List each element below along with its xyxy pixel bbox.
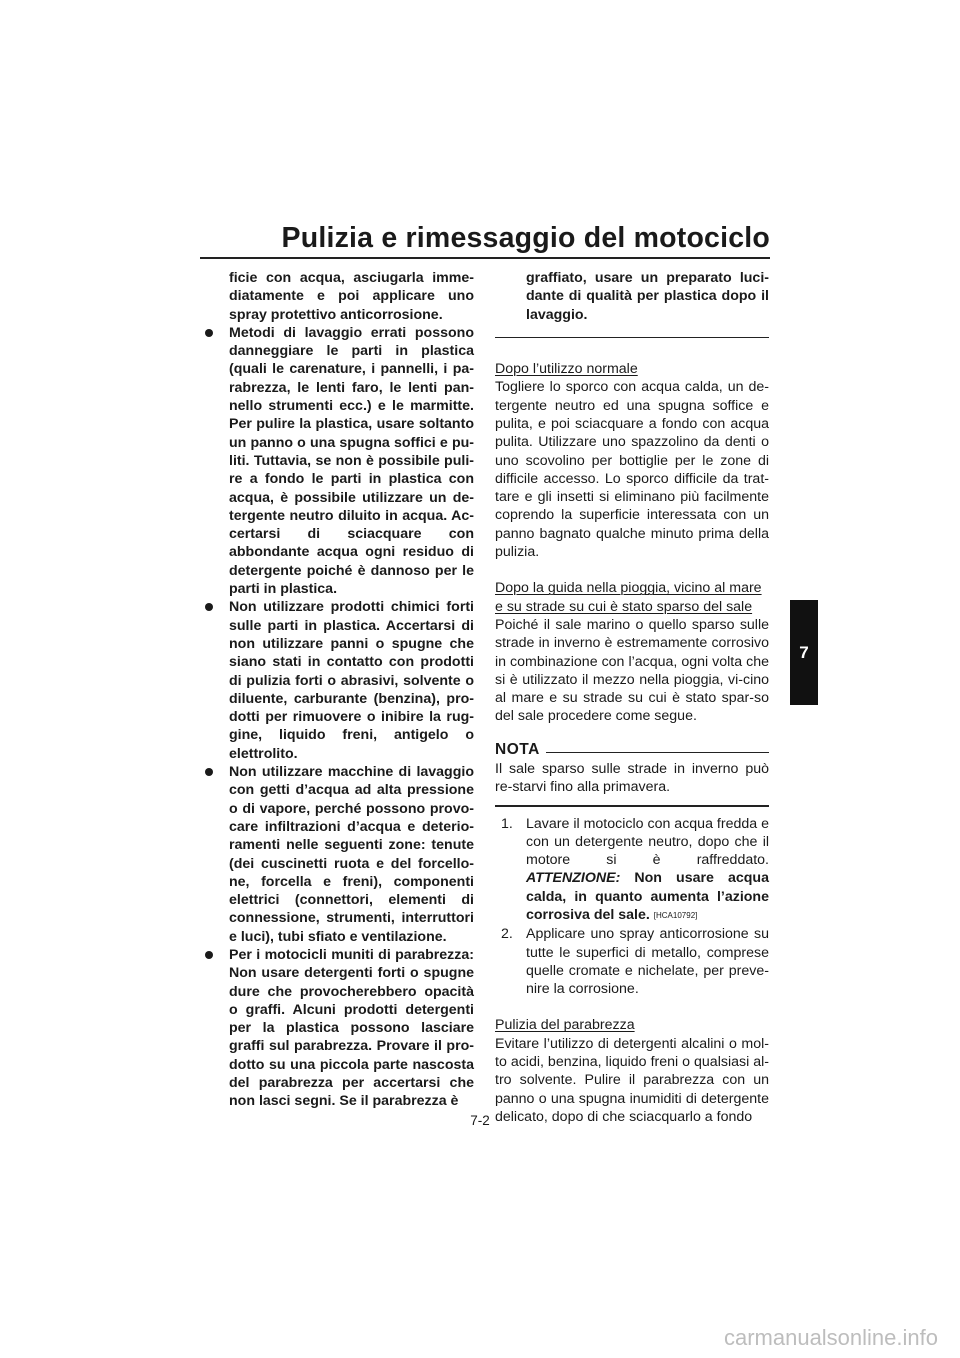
- header-rule: [200, 257, 770, 259]
- step-text: Lavare il motociclo con acqua fredda e con un detergente neutro, dopo che il motore si è raffreddato.: [526, 815, 769, 869]
- step-number: 1.: [501, 815, 513, 832]
- warning-bullet: Metodi di lavaggio errati possono danneggiare le parti in plastica (quali le carenature, i pannelli, i pa-rabrezza, le lenti faro, le lenti pan-nello strumenti ecc.) e le marmitte. Per pulire la plastica, usare soltanto un panno o una spugna soffici e pu-liti. Tuttavia, se non è possibile puli-re a fondo le parti in plastica con acqua, è possibile utilizzare un de-tergente neutro diluito in acqua. Ac-certarsi di sciacquare con abbondante acqua ogni residuo di detergente poiché è dannoso per le parti in plastica.: [198, 324, 474, 598]
- page-title: Pulizia e rimessaggio del motociclo: [281, 222, 770, 254]
- caution-label: ATTENZIONE:: [526, 870, 621, 887]
- section-body-normal-use: Togliere lo sporco con acqua calda, un de-tergente neutro ed una spugna soffice e pulita, e poi sciacquare a fondo con acqua pulita. Utilizzare uno spazzolino da denti o uno scovolino per bottiglie per le zone di difficile accesso. Lo sporco difficile da trat-tare e gli insetti si eliminano più facilmente coprendo la superficie interessata con un panno bagnato qualche minuto prima della pulizia.: [495, 379, 769, 561]
- step-list: [495, 815, 769, 999]
- spacer: [495, 561, 769, 579]
- note-label: NOTA: [495, 740, 540, 758]
- section-heading-windshield: Pulizia del parabrezza: [495, 1017, 635, 1034]
- section-heading-normal-use: Dopo l’utilizzo normale: [495, 361, 638, 378]
- chapter-tab: 7: [790, 600, 818, 705]
- warning-continuation: ficie con acqua, asciugarla imme-diatamente e poi applicare uno spray protettivo anticorrosione.: [229, 270, 474, 323]
- step-item: [495, 815, 769, 926]
- note-header-rule: [546, 752, 769, 753]
- section-heading-rain-salt: Dopo la guida nella pioggia, vicino al mare e su strade su cui è stato sparso del sale: [495, 580, 762, 615]
- warning-bullet-list: [198, 324, 474, 1111]
- bullet-dot-icon: [205, 768, 213, 776]
- warning-bullet: Per i motocicli muniti di parabrezza: Non usare detergenti forti o spugne dure che provocherebbero opacità o graffi. Alcuni prodotti detergenti per la plastica possono lasciare graffi sul parabrezza. Provare il pro-dotto su una piccola parte nascosta del parabrezza per accertarsi che non lasci segni. Se il parabrezza è: [198, 946, 474, 1111]
- page-number: 7-2: [470, 1113, 490, 1128]
- spacer: [495, 338, 769, 360]
- bullet-dot-icon: [205, 603, 213, 611]
- step-item: [495, 925, 769, 998]
- watermark: carmanualsonline.info: [723, 1325, 938, 1350]
- section-body-rain-salt: Poiché il sale marino o quello sparso sulle strade in inverno è estremamente corrosivo in combinazione con l’acqua, ogni volta che si è utilizzato il mezzo nella pioggia, vi-cino al mare e su strade su cui è stato spar-so del sale procedere come segue.: [495, 616, 769, 725]
- bullet-dot-icon: [205, 951, 213, 959]
- warning-bullet: Non utilizzare macchine di lavaggio con getti d’acqua ad alta pressione o di vapore, perché possono provo-care infiltrazioni d’acqua e deterio-ramenti nelle seguenti zone: tenute (dei cuscinetti ruota e del forcello-ne, forcella e freni), componenti elettrici (connettori, elementi di connessione, strumenti, interruttori e luci), tubi sfiato e ventilazione.: [198, 763, 474, 946]
- caution-text: Non usare acqua calda, in quanto aumenta l’azione corrosiva del sale.: [526, 870, 769, 923]
- warning-bullet: Non utilizzare prodotti chimici forti sulle parti in plastica. Accertarsi di non utilizzare panni o spugne che siano stati in contatto con prodotti di pulizia forti o abrasivi, solvente o diluente, carburante (benzina), pro-dotti per rimuovere o inibire la rug-gine, liquido freni, antigelo o elettrolito.: [198, 598, 474, 763]
- right-column: [495, 269, 769, 1126]
- step-number: 2.: [501, 926, 513, 943]
- note-end-rule: [495, 805, 769, 806]
- note-text: Il sale sparso sulle strade in inverno può re-starvi fino alla primavera.: [495, 760, 769, 796]
- note-header: [495, 740, 769, 760]
- step-text: Applicare uno spray anticorrosione su tutte le superfici di metallo, comprese quelle cromate e nichelate, per preve-nire la corrosione.: [526, 926, 769, 998]
- section-body-windshield: Evitare l’utilizzo di detergenti alcalini o mol-to acidi, benzina, liquido freni o qualsiasi al-tro solvente. Pulire il parabrezza con un panno o una spugna inumiditi di detergente delicato, dopo di che sciacquarlo a fondo: [495, 1035, 769, 1125]
- warning-end-text: graffiato, usare un preparato luci-dante di qualità per plastica dopo il lavaggio.: [526, 270, 769, 323]
- spacer: [495, 998, 769, 1016]
- caution-code: [HCA10792]: [653, 910, 698, 920]
- left-column: [198, 269, 474, 1111]
- bullet-dot-icon: [205, 329, 213, 337]
